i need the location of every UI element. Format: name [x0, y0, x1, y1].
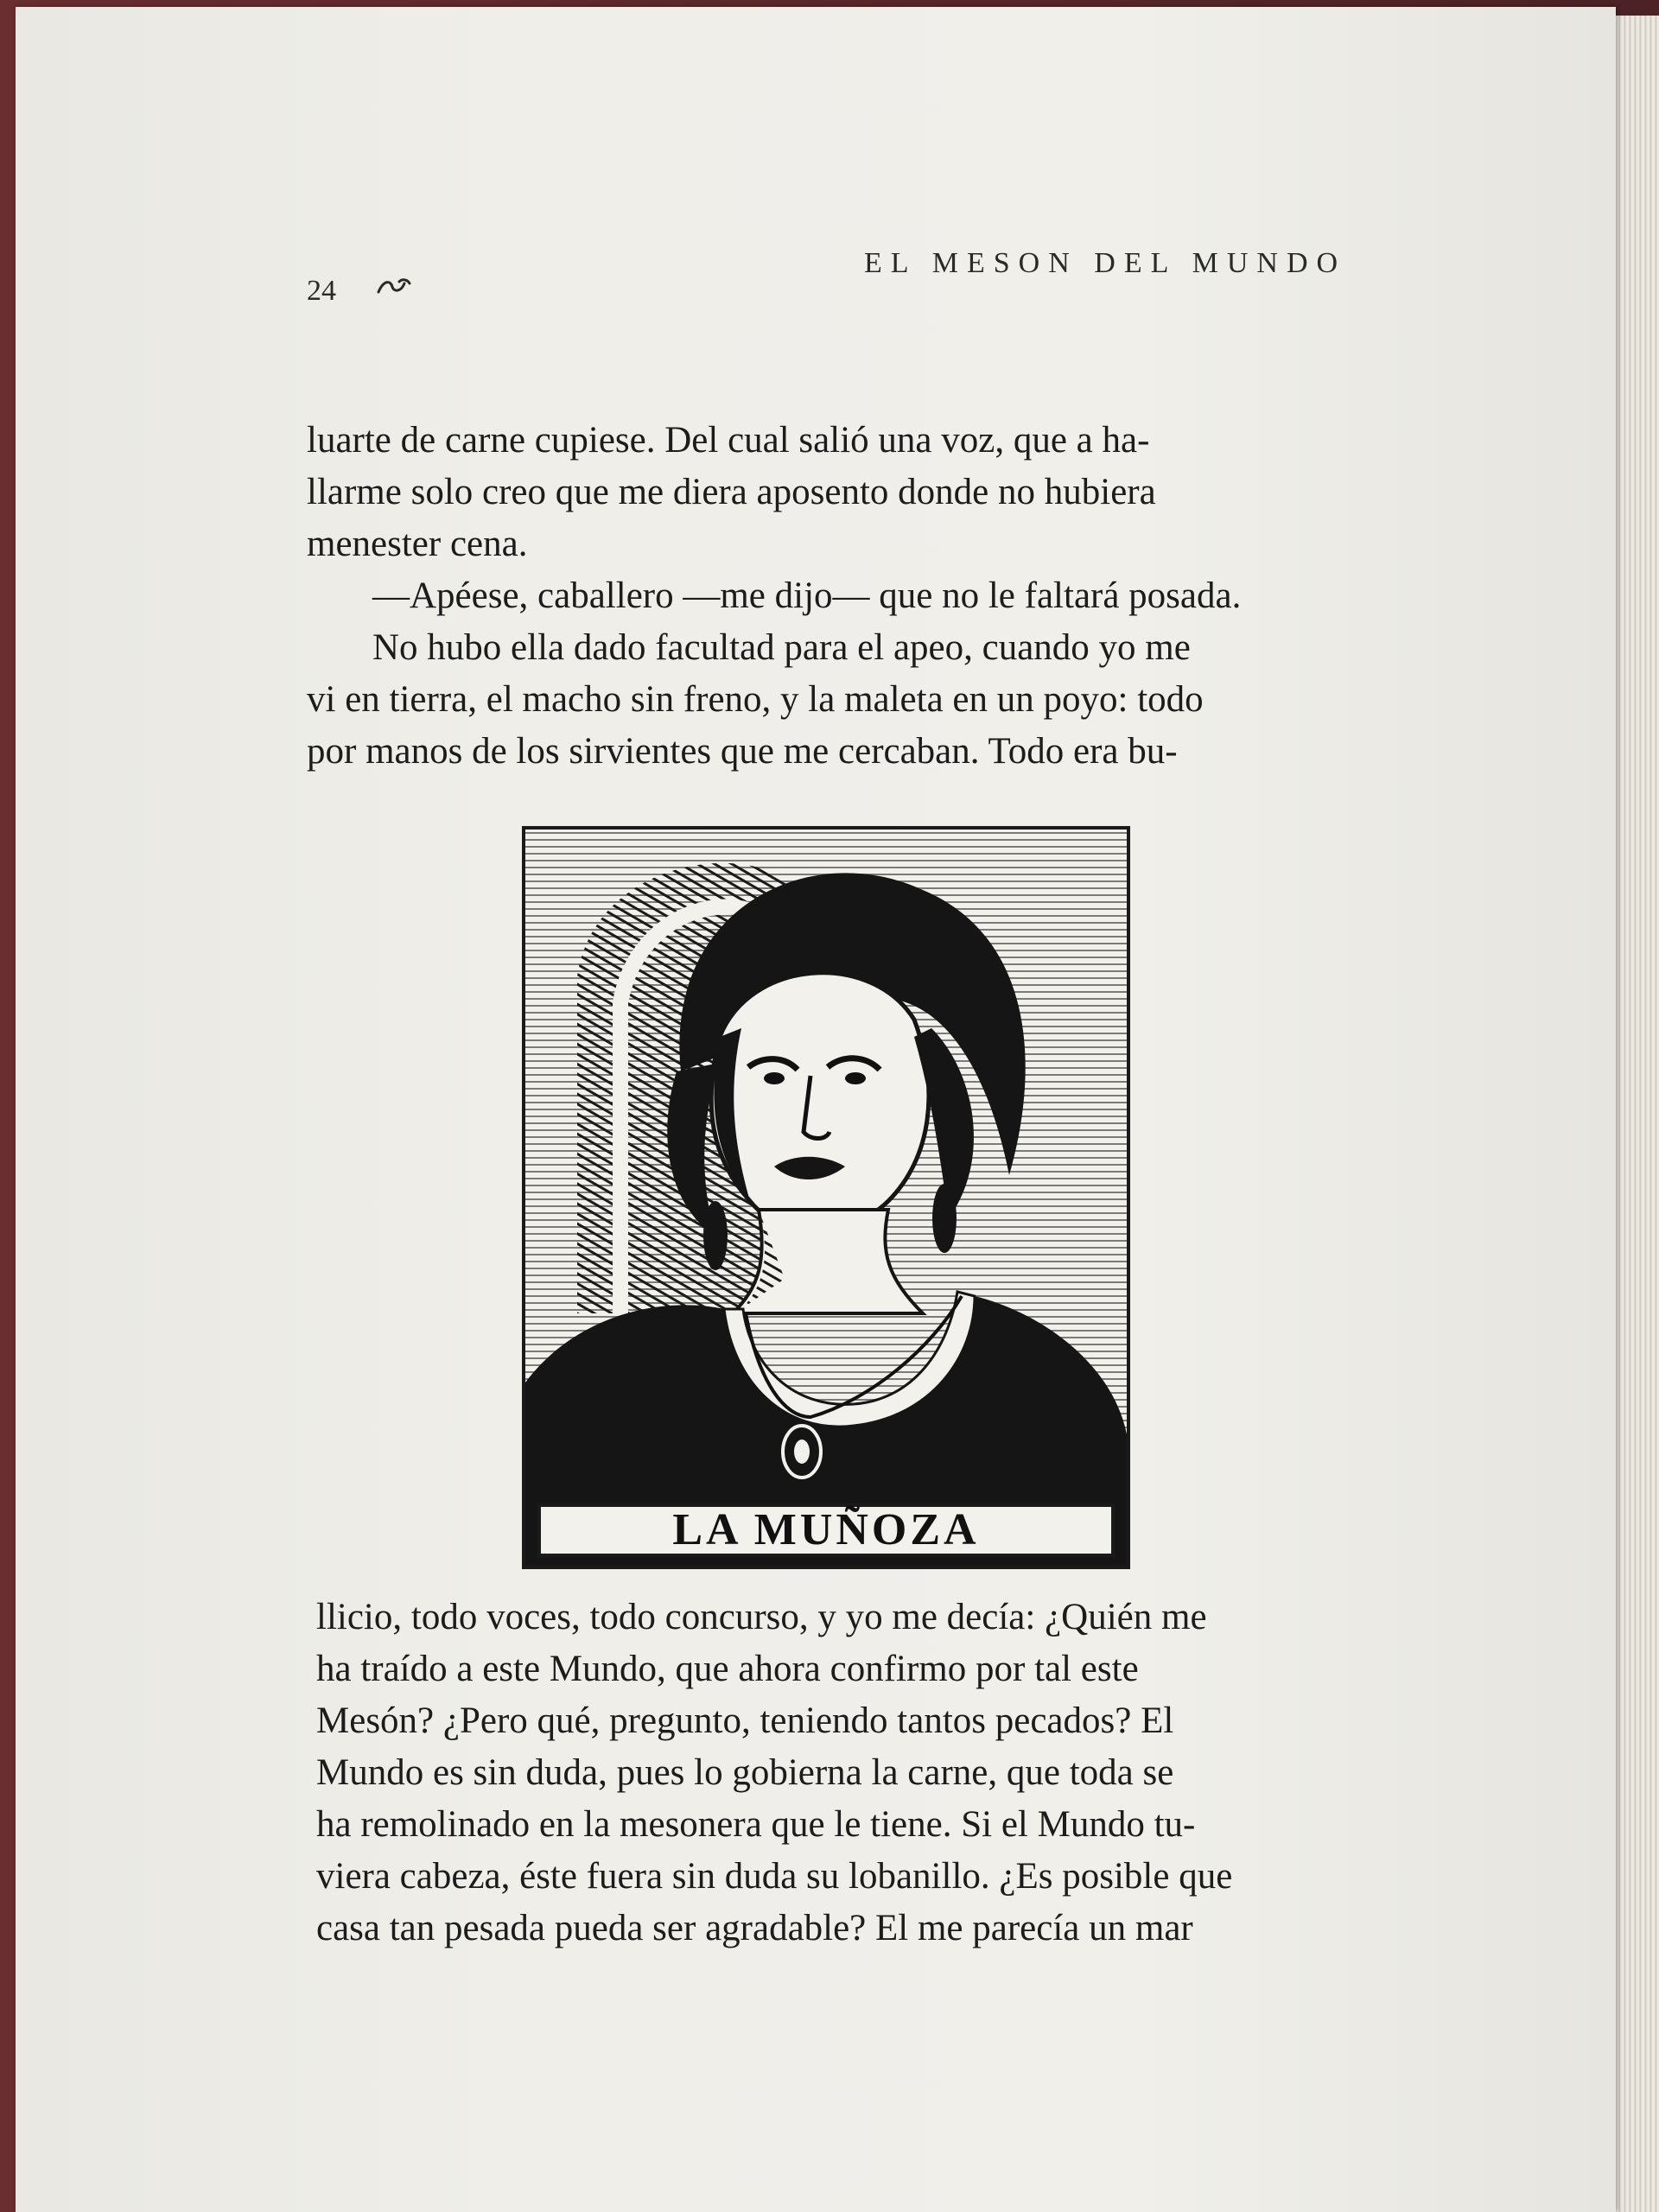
woodcut-caption: LA MUÑOZA	[537, 1503, 1115, 1557]
text-line: menester cena.	[307, 524, 528, 564]
page-number: 24	[307, 275, 336, 307]
text-block-top	[307, 415, 1361, 778]
text-line: ha remolinado en la mesonera que le tiene. Si el Mundo tu-	[316, 1804, 1196, 1845]
woodcut-portrait	[525, 830, 1127, 1566]
running-head	[0, 242, 1659, 311]
flourish-icon	[377, 276, 411, 296]
text-line: ha traído a este Mundo, que ahora confirmo por tal este	[316, 1649, 1139, 1689]
text-line: llarme solo creo que me diera aposento donde no hubiera	[307, 472, 1156, 512]
text-line: Mesón? ¿Pero qué, pregunto, teniendo tantos pecados? El	[316, 1700, 1174, 1741]
text-block-bottom	[316, 1592, 1370, 1955]
text-line: —Apéese, caballero —me dijo— que no le faltará posada.	[372, 575, 1242, 616]
text-line: No hubo ella dado facultad para el apeo, cuando yo me	[372, 627, 1191, 668]
text-line: luarte de carne cupiese. Del cual salió una voz, que a ha-	[307, 420, 1150, 461]
text-line: casa tan pesada pueda ser agradable? El me parecía un mar	[316, 1908, 1193, 1948]
text-line: Mundo es sin duda, pues lo gobierna la carne, que toda se	[316, 1752, 1174, 1793]
text-line: viera cabeza, éste fuera sin duda su lobanillo. ¿Es posible que	[316, 1856, 1233, 1897]
running-title: EL MESON DEL MUNDO	[864, 247, 1347, 279]
text-line: por manos de los sirvientes que me cercaban. Todo era bu-	[307, 731, 1178, 772]
text-line: llicio, todo voces, todo concurso, y yo me decía: ¿Quién me	[316, 1597, 1207, 1637]
text-line: vi en tierra, el macho sin freno, y la maleta en un poyo: todo	[307, 679, 1204, 720]
woodcut-illustration	[522, 826, 1130, 1569]
